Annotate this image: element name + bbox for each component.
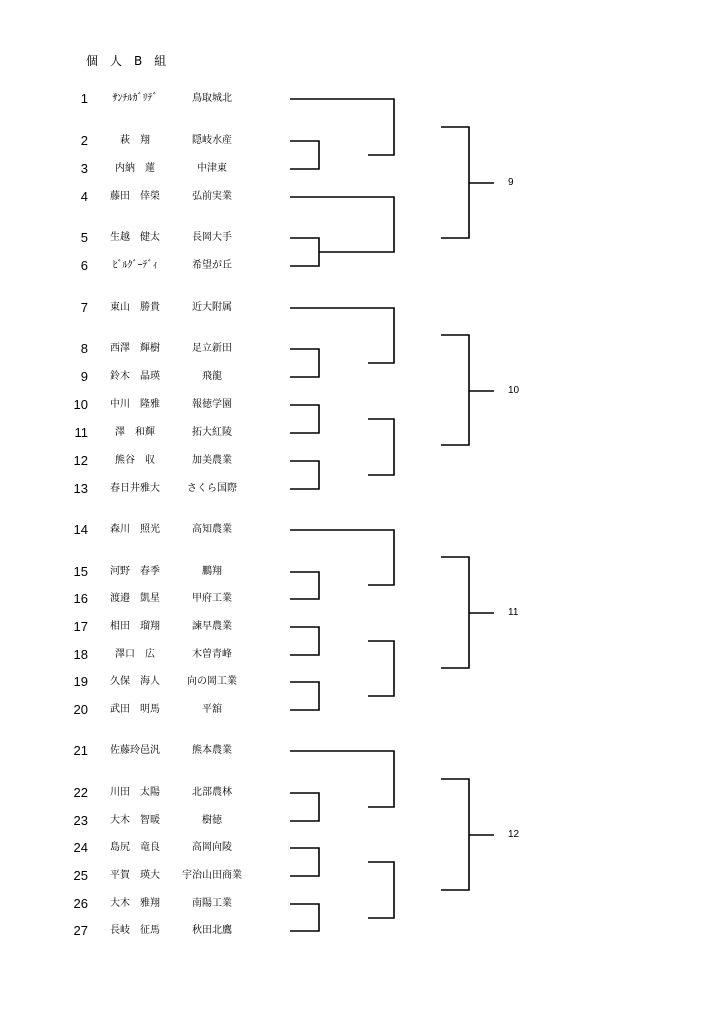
school-name: 木曽青峰 [192, 649, 232, 660]
school-name: 近大附属 [192, 302, 232, 313]
school-name: 宇治山田商業 [182, 870, 242, 881]
bracket-line [368, 641, 394, 696]
entry-number: 14 [73, 522, 88, 537]
bracket-line [290, 405, 319, 433]
player-name: 大木 雅翔 [110, 898, 160, 909]
school-name: 秋田北鷹 [192, 925, 232, 936]
school-name: 中津東 [197, 163, 227, 174]
school-name: 樹徳 [202, 815, 222, 826]
entry-number: 16 [73, 591, 88, 606]
player-name: 長岐 征馬 [110, 925, 160, 936]
entry-number: 9 [80, 369, 88, 384]
bracket-line [441, 335, 469, 445]
player-name: 河野 春季 [110, 566, 160, 577]
bracket-line [368, 862, 394, 918]
bracket-line [290, 627, 319, 655]
school-name: 飛龍 [202, 371, 222, 382]
entry-number: 27 [73, 923, 88, 938]
school-name: 希望が丘 [192, 260, 232, 271]
player-name: 藤田 倖榮 [110, 191, 160, 202]
school-name: さくら国際 [187, 483, 237, 494]
entry-number: 11 [74, 425, 88, 440]
player-name: 東山 勝貴 [110, 302, 160, 313]
bracket-line [290, 308, 394, 363]
player-name: 中川 隆雅 [110, 399, 160, 410]
entry-number: 18 [73, 647, 88, 662]
bracket-line [368, 419, 394, 475]
player-name: 萩 翔 [120, 135, 150, 146]
bracket-line [290, 141, 319, 169]
bracket-line [290, 349, 319, 377]
bracket-line [290, 99, 394, 155]
entry-number: 21 [73, 743, 88, 758]
school-name: 報徳学園 [192, 399, 232, 410]
player-name: 熊谷 収 [115, 455, 155, 466]
school-name: 加美農業 [192, 455, 232, 466]
player-name: 平賀 瑛大 [110, 870, 160, 881]
bracket-line [290, 197, 394, 252]
player-name: 久保 海人 [110, 676, 160, 687]
player-name: 内納 蓮 [115, 163, 155, 174]
player-name: 大木 智暖 [110, 815, 160, 826]
entry-number: 17 [73, 619, 88, 634]
school-name: 高岡向陵 [192, 842, 232, 853]
bracket-line [290, 751, 394, 807]
player-name: 西澤 輝樹 [110, 343, 160, 354]
school-name: 鵬翔 [202, 566, 222, 577]
entry-number: 1 [80, 91, 88, 106]
bracket-line [290, 682, 319, 710]
school-name: 諫早農業 [192, 621, 232, 632]
player-name: 鈴木 晶瑛 [110, 371, 160, 382]
bracket-line [441, 557, 469, 668]
school-name: 北部農林 [192, 787, 232, 798]
player-name: 佐藤玲邑汎 [110, 745, 160, 756]
school-name: 熊本農業 [192, 745, 232, 756]
bracket-line [441, 779, 469, 890]
school-name: 隠岐水産 [192, 135, 232, 146]
school-name: 向の岡工業 [187, 676, 237, 687]
entry-number: 20 [73, 702, 88, 717]
group-label: 10 [508, 385, 520, 396]
player-name: ｻﾝﾁﾙｶﾞﾘﾃﾞ [112, 93, 158, 104]
bracket-line [290, 238, 319, 266]
player-name: 澤 和輝 [115, 427, 155, 438]
entry-number: 7 [80, 300, 88, 315]
bracket-line [290, 572, 319, 599]
school-name: 長岡大手 [192, 232, 232, 243]
player-name: 生越 健太 [110, 232, 160, 243]
player-name: 澤口 広 [115, 649, 155, 660]
player-name: 相田 瑠翔 [110, 621, 160, 632]
school-name: 弘前実業 [192, 191, 232, 202]
entry-number: 15 [73, 564, 88, 579]
entry-number: 8 [80, 341, 88, 356]
bracket-line [290, 848, 319, 876]
entry-number: 12 [73, 453, 88, 468]
bracket-line [441, 127, 469, 238]
entry-number: 26 [73, 896, 88, 911]
school-name: 拓大紅陵 [192, 427, 232, 438]
bracket-line [290, 461, 319, 489]
school-name: 平舘 [202, 704, 222, 715]
player-name: 島尻 竜良 [110, 842, 160, 853]
entry-number: 13 [73, 481, 88, 496]
group-label: 9 [508, 177, 514, 188]
bracket-line [290, 793, 319, 821]
school-name: 足立新田 [192, 343, 232, 354]
entry-number: 5 [80, 230, 88, 245]
player-name: 森川 照光 [110, 524, 160, 535]
page-title: 個 人 B 組 [86, 54, 167, 68]
school-name: 高知農業 [192, 524, 232, 535]
entry-number: 23 [73, 813, 88, 828]
entry-number: 2 [80, 133, 88, 148]
player-name: ﾋﾞﾙｸﾞｰﾃﾞｨ [112, 260, 158, 271]
school-name: 南陽工業 [192, 898, 232, 909]
entry-number: 6 [80, 258, 88, 273]
player-name: 春日井雅大 [110, 483, 160, 494]
school-name: 甲府工業 [192, 593, 232, 604]
group-label: 11 [508, 607, 519, 618]
entry-number: 24 [73, 840, 88, 855]
player-name: 武田 明馬 [110, 704, 160, 715]
bracket-line [290, 530, 394, 585]
player-name: 渡邉 凱星 [110, 593, 160, 604]
entry-number: 4 [80, 189, 88, 204]
school-name: 鳥取城北 [192, 93, 232, 104]
entry-number: 19 [73, 674, 88, 689]
entry-number: 3 [80, 161, 88, 176]
entry-number: 22 [73, 785, 88, 800]
entry-number: 25 [73, 868, 88, 883]
group-label: 12 [508, 829, 520, 840]
entry-number: 10 [73, 397, 88, 412]
bracket-line [290, 904, 319, 931]
player-name: 川田 太陽 [110, 787, 160, 798]
